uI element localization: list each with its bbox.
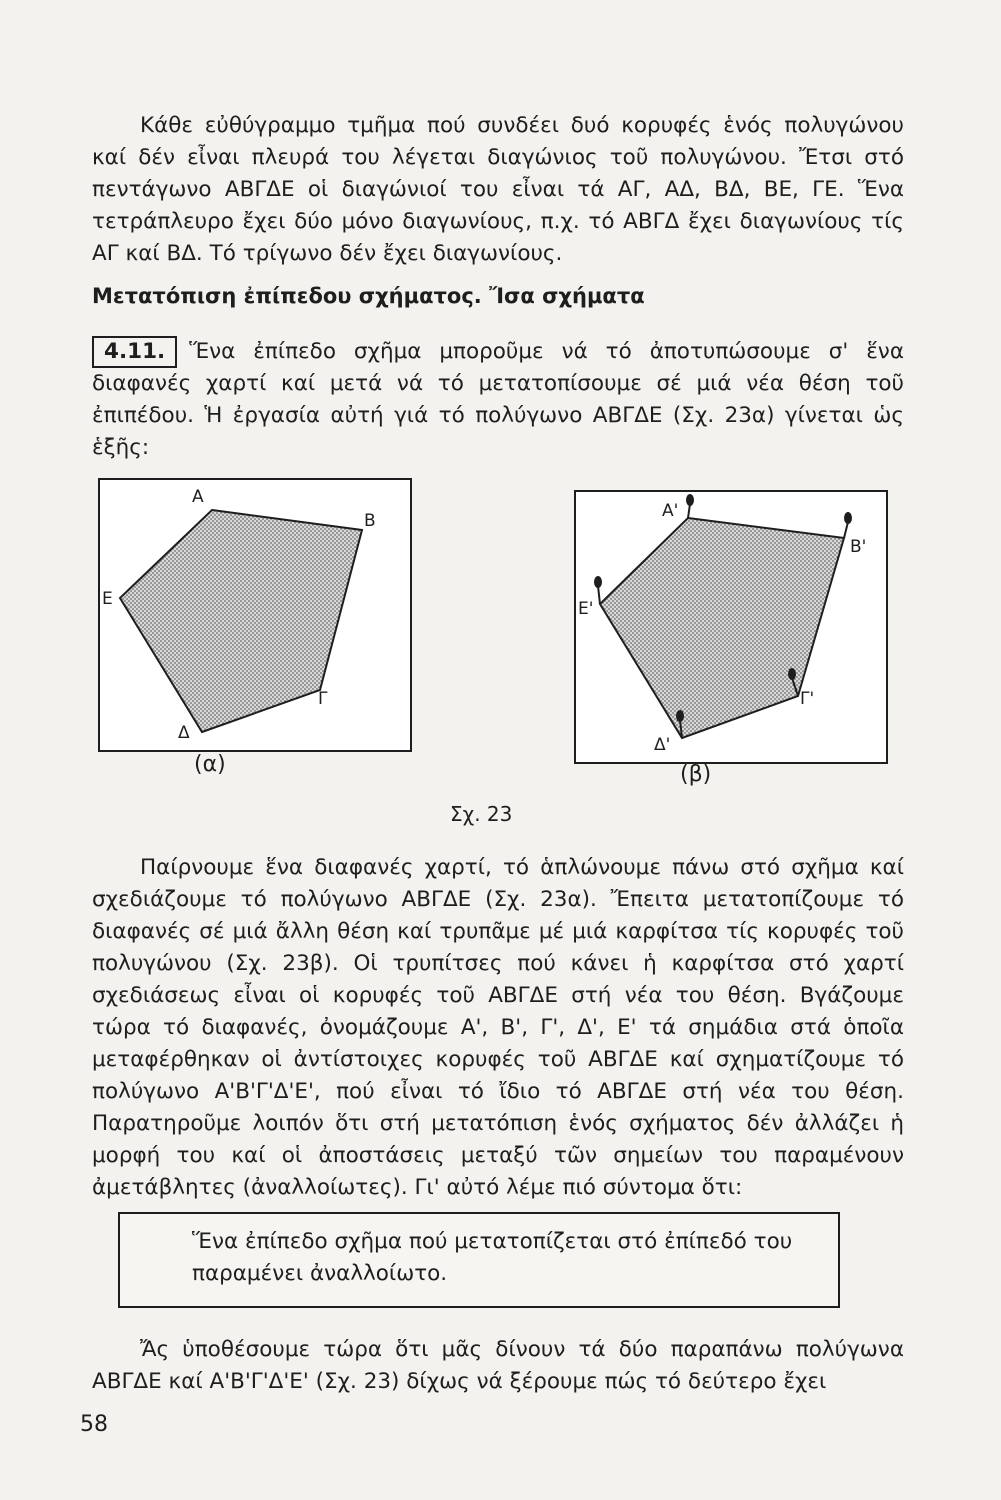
vertex-label-a: Α [192, 487, 204, 507]
paragraph-diagonals: Κάθε εὐθύγραμμο τμῆμα πού συνδέει δυό κορυφές ἑνός πολυγώνου καί δέν εἶναι πλευρά του λέγεται διαγώνιος τοῦ πολυγώνου. Ἔτσι στό πεντάγωνο ΑΒΓΔΕ οἱ διαγώνιοί του εἶναι τά ΑΓ, ΑΔ, ΒΔ, ΒΕ, ΓΕ. Ἕνα τετράπλευρο ἔχει δύο μόνο διαγωνίους, π.χ. τό ΑΒΓΔ ἔχει διαγωνίους τίς ΑΓ καί ΒΔ. Τό τρίγωνο δέν ἔχει διαγωνίους. [92, 113, 904, 266]
vertex-label-g-prime: Γ' [800, 689, 815, 709]
figure-23b [574, 490, 888, 764]
vertex-label-b: Β [364, 511, 376, 531]
paragraph-intro-text: Ἕνα ἐπίπεδο σχῆμα μποροῦμε νά τό ἀποτυπώσουμε σ' ἕνα διαφανές χαρτί καί μετά νά τό μετατοπίσουμε σέ μιά νέα θέση τοῦ ἐπιπέδου. Ἡ ἐργασία αὐτή γιά τό πολύγωνο ΑΒΓΔΕ (Σχ. 23α) γίνεται ὡς ἑξῆς: [92, 339, 904, 460]
vertex-label-g: Γ [318, 689, 328, 709]
figure-23b-drawing [576, 492, 886, 762]
pin-icon-e [594, 576, 602, 604]
pin-icon-a [686, 494, 694, 518]
figure-23b-label: (β) [680, 762, 712, 787]
vertex-label-e: Ε [102, 589, 113, 609]
section-title: Μετατόπιση ἐπίπεδου σχήματος. Ἴσα σχήματα [92, 284, 645, 308]
figure-23a-drawing [100, 480, 410, 750]
figure-23a [98, 478, 412, 752]
figure-caption: Σχ. 23 [450, 802, 513, 826]
pin-icon-b [844, 512, 852, 538]
paragraph-continuation: Ἄς ὑποθέσουμε τώρα ὅτι μᾶς δίνουν τά δύο παραπάνω πολύγωνα ΑΒΓΔΕ καί Α'Β'Γ'Δ'Ε' (Σχ. 23) δίχως νά ξέρουμε πώς τό δεύτερο ἔχει [92, 1337, 904, 1394]
boxed-statement: Ἕνα ἐπίπεδο σχῆμα πού μετατοπίζεται στό ἐπίπεδό του παραμένει ἀναλλοίωτο. [118, 1212, 840, 1308]
vertex-label-d: Δ [178, 723, 190, 743]
vertex-label-b-prime: Β' [850, 537, 867, 557]
paragraph-intro-translation [92, 336, 904, 464]
page-number: 58 [80, 1412, 108, 1437]
vertex-label-a-prime: Α' [662, 501, 679, 521]
vertex-label-e-prime: Ε' [578, 599, 594, 619]
paragraph-procedure: Παίρνουμε ἕνα διαφανές χαρτί, τό ἁπλώνουμε πάνω στό σχῆμα καί σχεδιάζουμε τό πολύγωνο ΑΒΓΔΕ (Σχ. 23α). Ἔπειτα μετατοπίζουμε τό διαφανές σέ μιά ἄλλη θέση καί τρυπᾶμε μέ μιά καρφίτσα τίς κορυφές τοῦ πολυγώνου (Σχ. 23β). Οἱ τρυπίτσες πού κάνει ἡ καρφίτσα στό χαρτί σχεδιάσεως εἶναι οἱ κορυφές τοῦ ΑΒΓΔΕ στή νέα του θέση. Βγάζουμε τώρα τό διαφανές, ὀνομάζουμε Α', Β', Γ', Δ', Ε' τά σημάδια στά ὁποῖα μεταφέρθηκαν οἱ ἀντίστοιχες κορυφές τοῦ ΑΒΓΔΕ καί σχηματίζουμε τό πολύγωνο Α'Β'Γ'Δ'Ε', πού εἶναι τό ἴδιο τό ΑΒΓΔΕ στή νέα του θέση. Παρατηροῦμε λοιπόν ὅτι στή μετατόπιση ἑνός σχήματος δέν ἀλλάζει ἡ μορφή του καί οἱ ἀποστάσεις μεταξύ τῶν σημείων του παραμένουν ἀμετάβλητες (ἀναλλοίωτες). Γι' αὐτό λέμε πιό σύντομα ὅτι: [92, 855, 904, 1200]
vertex-label-d-prime: Δ' [654, 735, 671, 755]
section-number: 4.11. [92, 336, 177, 368]
figure-23a-label: (α) [194, 752, 226, 777]
